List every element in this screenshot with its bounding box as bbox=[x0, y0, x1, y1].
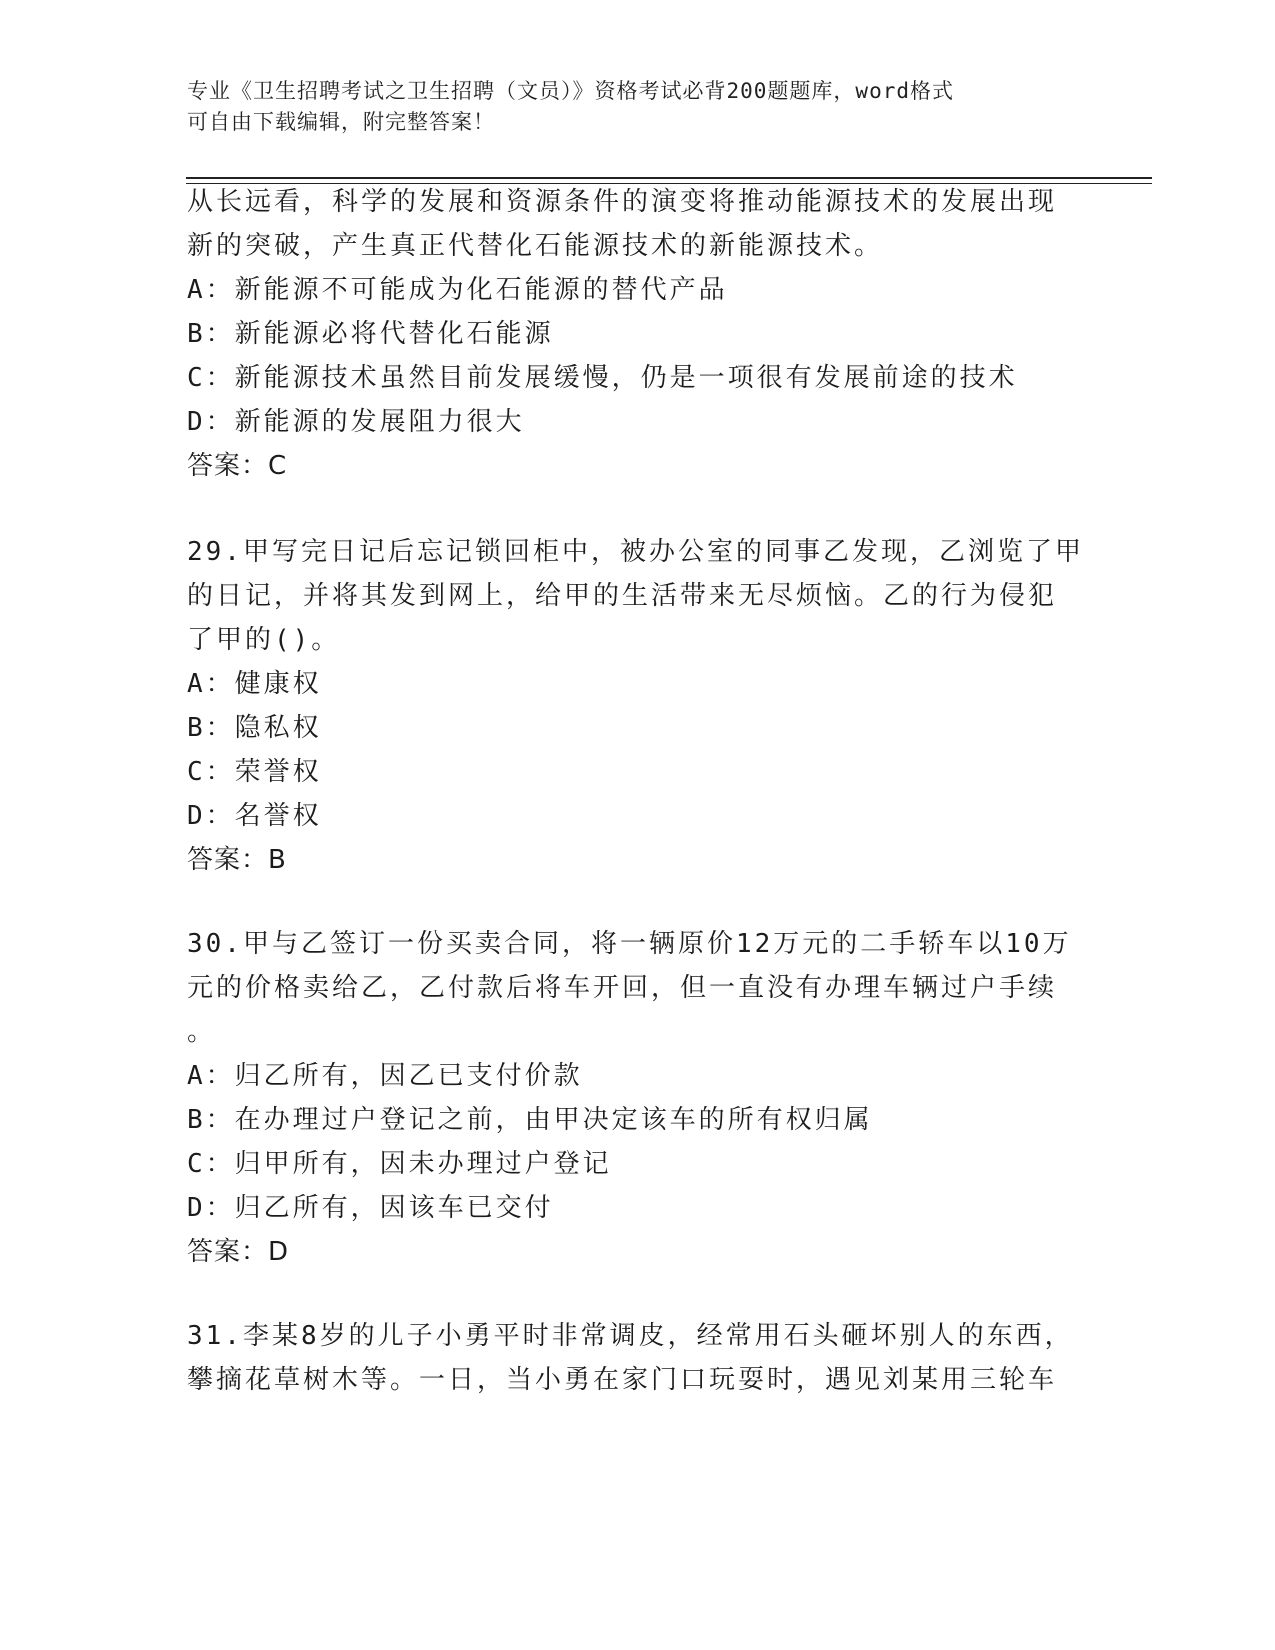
question-stem-line: 30.甲与乙签订一份买卖合同，将一辆原价12万元的二手轿车以10万 bbox=[187, 929, 1072, 959]
option-c: C：荣誉权 bbox=[187, 757, 322, 787]
header-divider-thick bbox=[186, 177, 1152, 179]
option-b: B：在办理过户登记之前，由甲决定该车的所有权归属 bbox=[187, 1105, 873, 1135]
question-28 bbox=[187, 180, 1087, 488]
header-line-2: 可自由下载编辑，附完整答案！ bbox=[187, 110, 495, 134]
question-stem-line: 29.甲写完日记后忘记锁回柜中，被办公室的同事乙发现，乙浏览了甲 bbox=[187, 537, 1084, 567]
option-a: A：新能源不可能成为化石能源的替代产品 bbox=[187, 275, 728, 305]
question-stem-line: 31.李某8岁的儿子小勇平时非常调皮，经常用石头砸坏别人的东西， bbox=[187, 1321, 1074, 1351]
option-c: C：归甲所有，因未办理过户登记 bbox=[187, 1149, 612, 1179]
question-stem-line: 从长远看，科学的发展和资源条件的演变将推动能源技术的发展出现 bbox=[187, 187, 1058, 217]
question-stem-line: 了甲的()。 bbox=[187, 625, 341, 655]
option-b: B：隐私权 bbox=[187, 713, 322, 743]
answer-line: 答案：D bbox=[187, 1237, 290, 1267]
option-d: D：归乙所有，因该车已交付 bbox=[187, 1193, 554, 1223]
answer-line: 答案：C bbox=[187, 451, 288, 481]
question-stem-line: 新的突破，产生真正代替化石能源技术的新能源技术。 bbox=[187, 231, 884, 261]
option-d: D：名誉权 bbox=[187, 801, 322, 831]
question-29 bbox=[187, 530, 1087, 882]
header-line-1: 专业《卫生招聘考试之卫生招聘（文员）》资格考试必背200题题库，word格式 bbox=[187, 79, 954, 103]
question-stem-line: 元的价格卖给乙，乙付款后将车开回，但一直没有办理车辆过户手续 bbox=[187, 973, 1058, 1003]
option-c: C：新能源技术虽然目前发展缓慢，仍是一项很有发展前途的技术 bbox=[187, 363, 1018, 393]
question-30 bbox=[187, 922, 1087, 1274]
question-31 bbox=[187, 1314, 1087, 1402]
document-header bbox=[187, 76, 1067, 138]
option-d: D：新能源的发展阻力很大 bbox=[187, 407, 525, 437]
option-a: A：健康权 bbox=[187, 669, 322, 699]
option-a: A：归乙所有，因乙已支付价款 bbox=[187, 1061, 583, 1091]
answer-line: 答案：B bbox=[187, 845, 287, 875]
option-b: B：新能源必将代替化石能源 bbox=[187, 319, 554, 349]
question-stem-line: 的日记，并将其发到网上，给甲的生活带来无尽烦恼。乙的行为侵犯 bbox=[187, 581, 1058, 611]
question-stem-line: 攀摘花草树木等。一日，当小勇在家门口玩耍时，遇见刘某用三轮车 bbox=[187, 1365, 1058, 1395]
question-stem-line: 。 bbox=[187, 1017, 217, 1047]
